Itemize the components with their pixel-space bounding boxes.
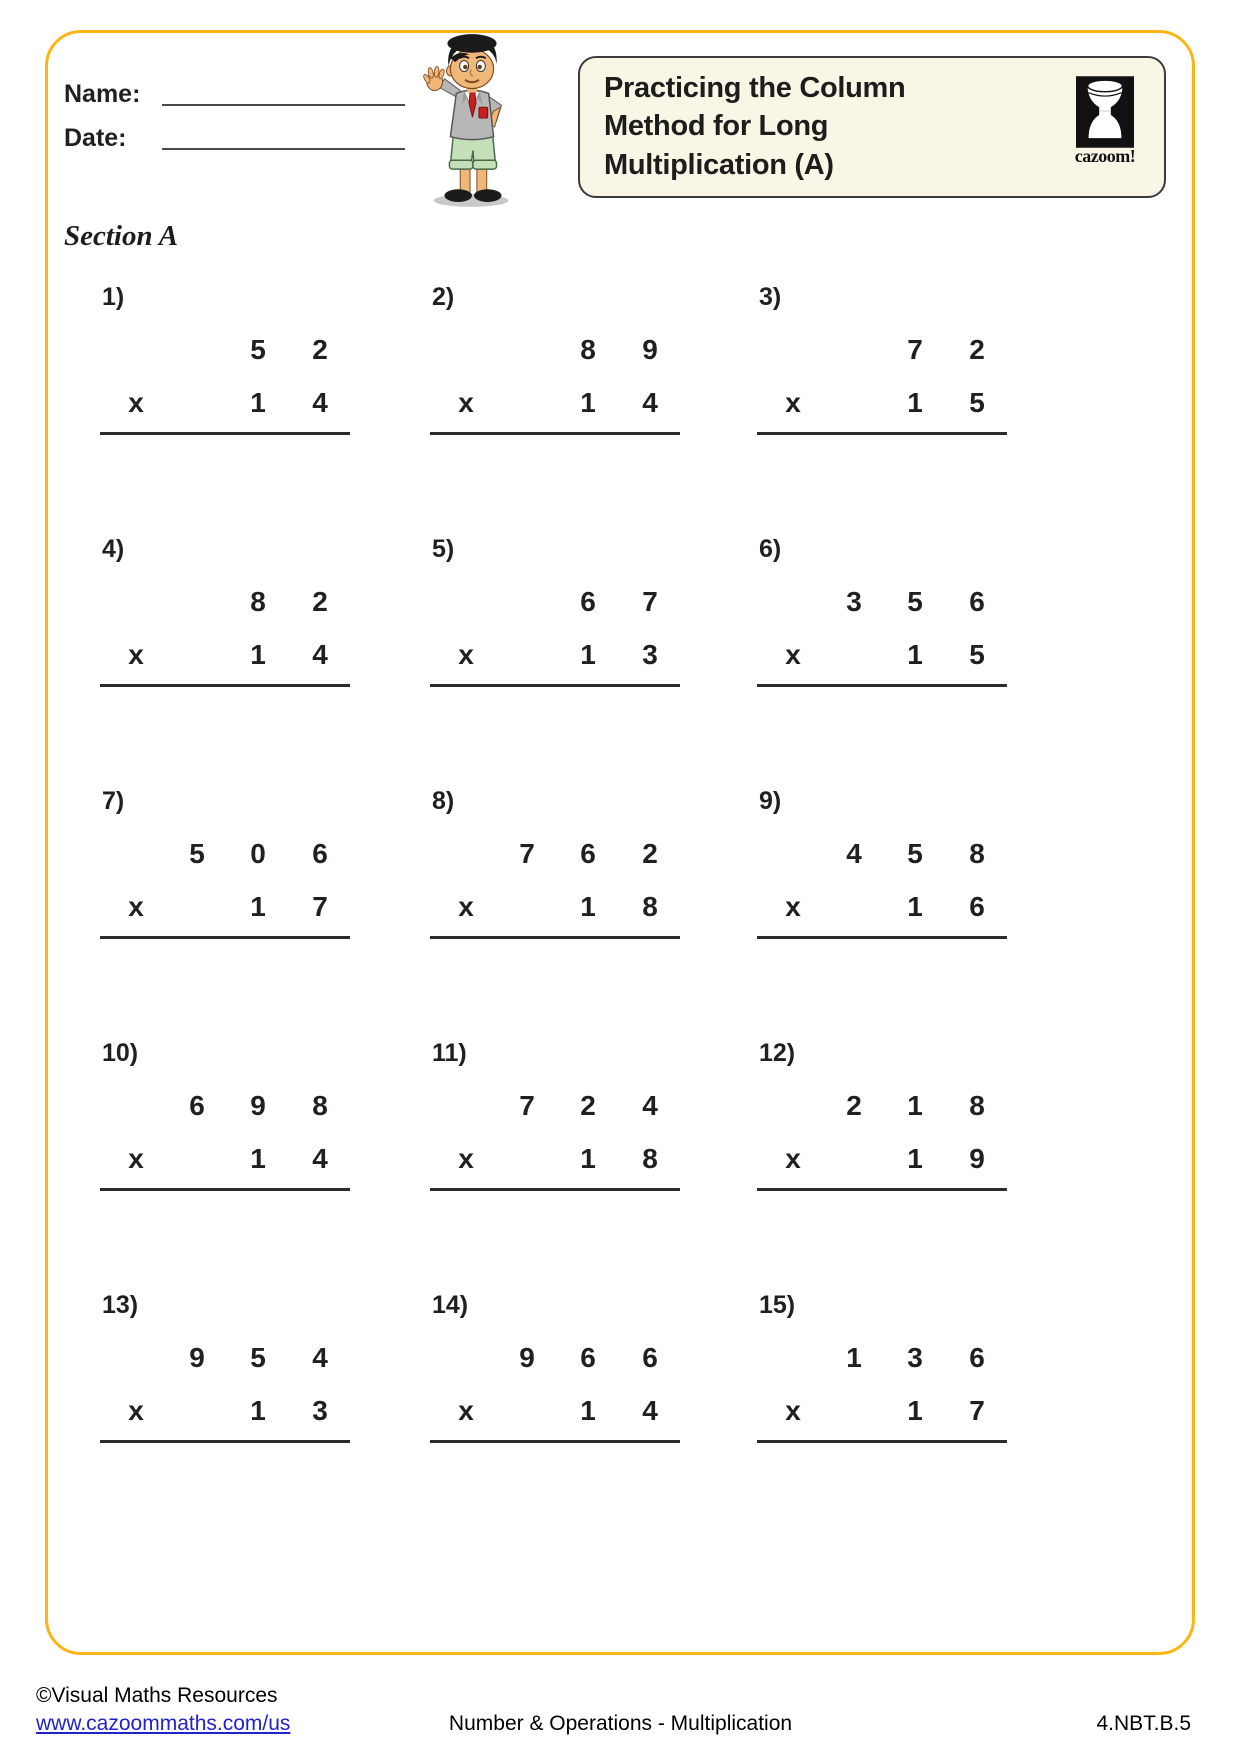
multiplier-digit: 4 bbox=[312, 387, 328, 418]
multiplier-digit: 1 bbox=[580, 1143, 596, 1174]
multiplier-digit: 1 bbox=[907, 387, 923, 418]
cazoom-logo bbox=[1062, 76, 1148, 167]
multiplicand-digit: 2 bbox=[969, 334, 985, 365]
problem-block bbox=[430, 1039, 680, 1199]
multiplier-digit: 7 bbox=[969, 1395, 985, 1426]
multiplicand-digit: 7 bbox=[519, 1090, 535, 1121]
problem-number: 4) bbox=[102, 535, 125, 563]
student-cartoon bbox=[418, 32, 526, 210]
multiplicand-digit: 2 bbox=[312, 334, 328, 365]
multiplier-digit: 1 bbox=[907, 891, 923, 922]
multiplicand-digit: 9 bbox=[519, 1342, 535, 1373]
multiply-sign: x bbox=[458, 639, 474, 670]
multiplicand-digit: 3 bbox=[846, 586, 862, 617]
multiply-sign: x bbox=[458, 387, 474, 418]
multiplier-digit: 4 bbox=[312, 639, 328, 670]
problem-block bbox=[430, 1291, 680, 1451]
problem-number: 5) bbox=[432, 535, 455, 563]
answer-line[interactable] bbox=[757, 936, 1007, 939]
multiplicand-digit: 6 bbox=[969, 586, 985, 617]
answer-line[interactable] bbox=[757, 1188, 1007, 1191]
multiplier-digit: 6 bbox=[969, 891, 985, 922]
cazoom-website-link[interactable]: www.cazoommaths.com/us bbox=[36, 1712, 291, 1735]
multiplicand-digit: 2 bbox=[846, 1090, 862, 1121]
problem-block bbox=[100, 1039, 350, 1199]
multiplier-digit: 8 bbox=[642, 891, 658, 922]
multiplier-digit: 1 bbox=[250, 387, 266, 418]
multiplicand-digit: 6 bbox=[580, 1342, 596, 1373]
problem-number: 6) bbox=[759, 535, 782, 563]
multiply-sign: x bbox=[785, 1395, 801, 1426]
worksheet-title: Practicing the Column Method for Long Multiplication (A) bbox=[604, 72, 906, 181]
answer-line[interactable] bbox=[100, 684, 350, 687]
problem-block bbox=[757, 535, 1007, 695]
answer-line[interactable] bbox=[430, 936, 680, 939]
multiply-sign: x bbox=[785, 1143, 801, 1174]
problem-number: 15) bbox=[759, 1291, 796, 1319]
problem-block bbox=[757, 283, 1007, 443]
multiplicand-digit: 6 bbox=[969, 1342, 985, 1373]
answer-line[interactable] bbox=[100, 936, 350, 939]
multiplicand-digit: 4 bbox=[312, 1342, 328, 1373]
multiplier-digit: 8 bbox=[642, 1143, 658, 1174]
multiplicand-digit: 4 bbox=[846, 838, 862, 869]
multiplicand-digit: 5 bbox=[907, 586, 923, 617]
answer-line[interactable] bbox=[430, 1440, 680, 1443]
date-label: Date: bbox=[64, 124, 127, 152]
multiplier-digit: 9 bbox=[969, 1143, 985, 1174]
problem-block bbox=[757, 1039, 1007, 1199]
multiplicand-digit: 9 bbox=[250, 1090, 266, 1121]
answer-line[interactable] bbox=[100, 1188, 350, 1191]
multiplier-digit: 4 bbox=[642, 387, 658, 418]
multiplier-digit: 1 bbox=[250, 1395, 266, 1426]
multiplier-digit: 1 bbox=[907, 1143, 923, 1174]
multiply-sign: x bbox=[128, 891, 144, 922]
problem-number: 8) bbox=[432, 787, 455, 815]
multiplicand-digit: 6 bbox=[642, 1342, 658, 1373]
multiply-sign: x bbox=[128, 639, 144, 670]
multiply-sign: x bbox=[458, 891, 474, 922]
multiply-sign: x bbox=[458, 1143, 474, 1174]
problem-block bbox=[757, 787, 1007, 947]
answer-line[interactable] bbox=[757, 432, 1007, 435]
multiplicand-digit: 8 bbox=[969, 838, 985, 869]
answer-line[interactable] bbox=[430, 684, 680, 687]
multiplier-digit: 1 bbox=[250, 1143, 266, 1174]
answer-line[interactable] bbox=[430, 432, 680, 435]
problem-number: 3) bbox=[759, 283, 782, 311]
multiply-sign: x bbox=[128, 387, 144, 418]
name-input-line[interactable] bbox=[162, 104, 405, 106]
answer-line[interactable] bbox=[100, 1440, 350, 1443]
multiplicand-digit: 1 bbox=[846, 1342, 862, 1373]
multiplicand-digit: 8 bbox=[250, 586, 266, 617]
multiplicand-digit: 5 bbox=[189, 838, 205, 869]
problem-block bbox=[430, 535, 680, 695]
multiplicand-digit: 3 bbox=[907, 1342, 923, 1373]
multiplicand-digit: 5 bbox=[250, 1342, 266, 1373]
problem-number: 2) bbox=[432, 283, 455, 311]
multiplier-digit: 5 bbox=[969, 639, 985, 670]
multiply-sign: x bbox=[785, 639, 801, 670]
copyright-text: ©Visual Maths Resources bbox=[36, 1684, 278, 1707]
multiplicand-digit: 0 bbox=[250, 838, 266, 869]
problem-number: 13) bbox=[102, 1291, 139, 1319]
problem-block bbox=[100, 787, 350, 947]
section-heading: Section A bbox=[64, 220, 179, 252]
cazoom-logo-word: cazoom! bbox=[1074, 146, 1136, 166]
multiplicand-digit: 2 bbox=[312, 586, 328, 617]
multiplicand-digit: 1 bbox=[907, 1090, 923, 1121]
multiply-sign: x bbox=[128, 1395, 144, 1426]
multiplier-digit: 5 bbox=[969, 387, 985, 418]
multiplicand-digit: 6 bbox=[189, 1090, 205, 1121]
multiplier-digit: 1 bbox=[907, 1395, 923, 1426]
multiplier-digit: 3 bbox=[312, 1395, 328, 1426]
problem-number: 1) bbox=[102, 283, 125, 311]
problem-number: 7) bbox=[102, 787, 125, 815]
problem-number: 14) bbox=[432, 1291, 469, 1319]
student-cartoon-image bbox=[418, 32, 526, 210]
multiplicand-digit: 9 bbox=[642, 334, 658, 365]
problem-block bbox=[430, 787, 680, 947]
multiplier-digit: 1 bbox=[580, 891, 596, 922]
multiplier-digit: 4 bbox=[312, 1143, 328, 1174]
answer-line[interactable] bbox=[757, 1440, 1007, 1443]
multiplicand-digit: 5 bbox=[907, 838, 923, 869]
problem-number: 9) bbox=[759, 787, 782, 815]
multiplicand-digit: 7 bbox=[519, 838, 535, 869]
multiplicand-digit: 8 bbox=[969, 1090, 985, 1121]
multiplier-digit: 4 bbox=[642, 1395, 658, 1426]
problem-block bbox=[100, 535, 350, 695]
answer-line[interactable] bbox=[430, 1188, 680, 1191]
multiplier-digit: 3 bbox=[642, 639, 658, 670]
problem-block bbox=[100, 283, 350, 443]
title-box bbox=[578, 56, 1166, 198]
multiplicand-digit: 7 bbox=[907, 334, 923, 365]
multiplier-digit: 1 bbox=[580, 387, 596, 418]
multiplier-digit: 1 bbox=[250, 639, 266, 670]
multiplicand-digit: 4 bbox=[642, 1090, 658, 1121]
multiplicand-digit: 8 bbox=[312, 1090, 328, 1121]
multiplicand-digit: 2 bbox=[642, 838, 658, 869]
multiplicand-digit: 6 bbox=[580, 586, 596, 617]
multiplicand-digit: 5 bbox=[250, 334, 266, 365]
multiplicand-digit: 6 bbox=[580, 838, 596, 869]
multiply-sign: x bbox=[128, 1143, 144, 1174]
multiplier-digit: 1 bbox=[580, 639, 596, 670]
djembe-drum-icon bbox=[1076, 76, 1134, 148]
problem-number: 11) bbox=[432, 1039, 467, 1067]
problem-block bbox=[757, 1291, 1007, 1451]
multiply-sign: x bbox=[785, 891, 801, 922]
multiplicand-digit: 7 bbox=[642, 586, 658, 617]
multiplicand-digit: 9 bbox=[189, 1342, 205, 1373]
problem-block bbox=[100, 1291, 350, 1451]
date-input-line[interactable] bbox=[162, 148, 405, 150]
multiplicand-digit: 6 bbox=[312, 838, 328, 869]
answer-line[interactable] bbox=[757, 684, 1007, 687]
problem-number: 10) bbox=[102, 1039, 139, 1067]
name-label: Name: bbox=[64, 80, 141, 108]
answer-line[interactable] bbox=[100, 432, 350, 435]
multiplier-digit: 1 bbox=[907, 639, 923, 670]
multiplier-digit: 1 bbox=[580, 1395, 596, 1426]
multiplicand-digit: 8 bbox=[580, 334, 596, 365]
multiplicand-digit: 2 bbox=[580, 1090, 596, 1121]
problem-block bbox=[430, 283, 680, 443]
multiply-sign: x bbox=[785, 387, 801, 418]
footer-topic: Number & Operations - Multiplication bbox=[448, 1712, 793, 1735]
multiplier-digit: 1 bbox=[250, 891, 266, 922]
multiplier-digit: 7 bbox=[312, 891, 328, 922]
multiply-sign: x bbox=[458, 1395, 474, 1426]
problem-number: 12) bbox=[759, 1039, 796, 1067]
standard-code: 4.NBT.B.5 bbox=[1096, 1712, 1191, 1735]
